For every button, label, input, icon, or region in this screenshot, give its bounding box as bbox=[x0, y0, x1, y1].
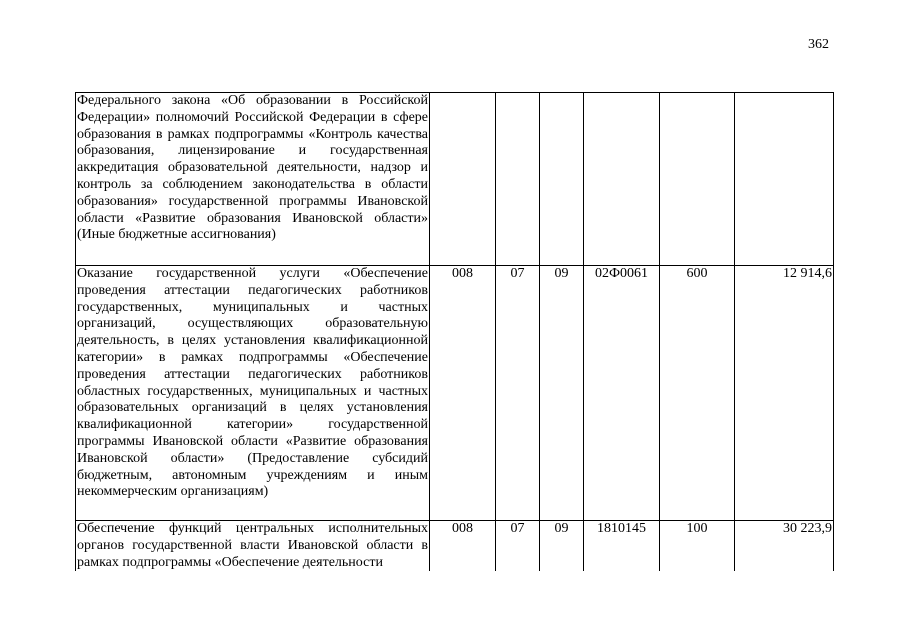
row-section-code: 07 bbox=[496, 266, 540, 521]
row-ved-code: 008 bbox=[430, 266, 496, 521]
row-description: Оказание государственной услуги «Обеспечение проведения аттестации педагогических работников государственных, муниципальных и частных организаций, осуществляющих образовательную деятельность, в целях установления квалификационной категории» в рамках подпрограммы «Обеспечение проведения аттестации педагогических работников областных государственных, муниципальных и частных образовательных организаций в целях установления квалификационной категории» государственной программы Ивановской области «Развитие образования Ивановской области» (Предоставление субсидий бюджетным, автономным учреждениям и иным некоммерческим организациям) bbox=[76, 266, 430, 521]
row-ved-code bbox=[430, 93, 496, 266]
row-expense-type-code: 600 bbox=[660, 266, 735, 521]
row-target-article-code bbox=[584, 93, 660, 266]
table-row bbox=[76, 521, 834, 572]
row-amount: 30 223,9 bbox=[735, 521, 834, 572]
row-subsection-code: 09 bbox=[540, 266, 584, 521]
row-target-article-code: 02Ф0061 bbox=[584, 266, 660, 521]
row-expense-type-code bbox=[660, 93, 735, 266]
row-description: Федерального закона «Об образовании в Российской Федерации» полномочий Российской Федерации в сфере образования в рамках подпрограммы «Контроль качества образования, лицензирование и государственная аккредитация образовательной деятельности, надзор и контроль за соблюдением законодательства в области образования» государственной программы Ивановской области «Развитие образования Ивановской области» (Иные бюджетные ассигнования) bbox=[76, 93, 430, 266]
page-number: 362 bbox=[808, 37, 829, 52]
table-row bbox=[76, 266, 834, 521]
row-subsection-code: 09 bbox=[540, 521, 584, 572]
row-subsection-code bbox=[540, 93, 584, 266]
row-section-code: 07 bbox=[496, 521, 540, 572]
row-description: Обеспечение функций центральных исполнительных органов государственной власти Ивановской области в рамках подпрограммы «Обеспечение деятельности bbox=[77, 521, 428, 570]
row-amount: 12 914,6 bbox=[735, 266, 834, 521]
row-target-article-code: 1810145 bbox=[584, 521, 660, 572]
row-section-code bbox=[496, 93, 540, 266]
table-row bbox=[76, 93, 834, 266]
row-expense-type-code: 100 bbox=[660, 521, 735, 572]
row-amount bbox=[735, 93, 834, 266]
budget-table bbox=[75, 92, 834, 571]
row-ved-code: 008 bbox=[430, 521, 496, 572]
